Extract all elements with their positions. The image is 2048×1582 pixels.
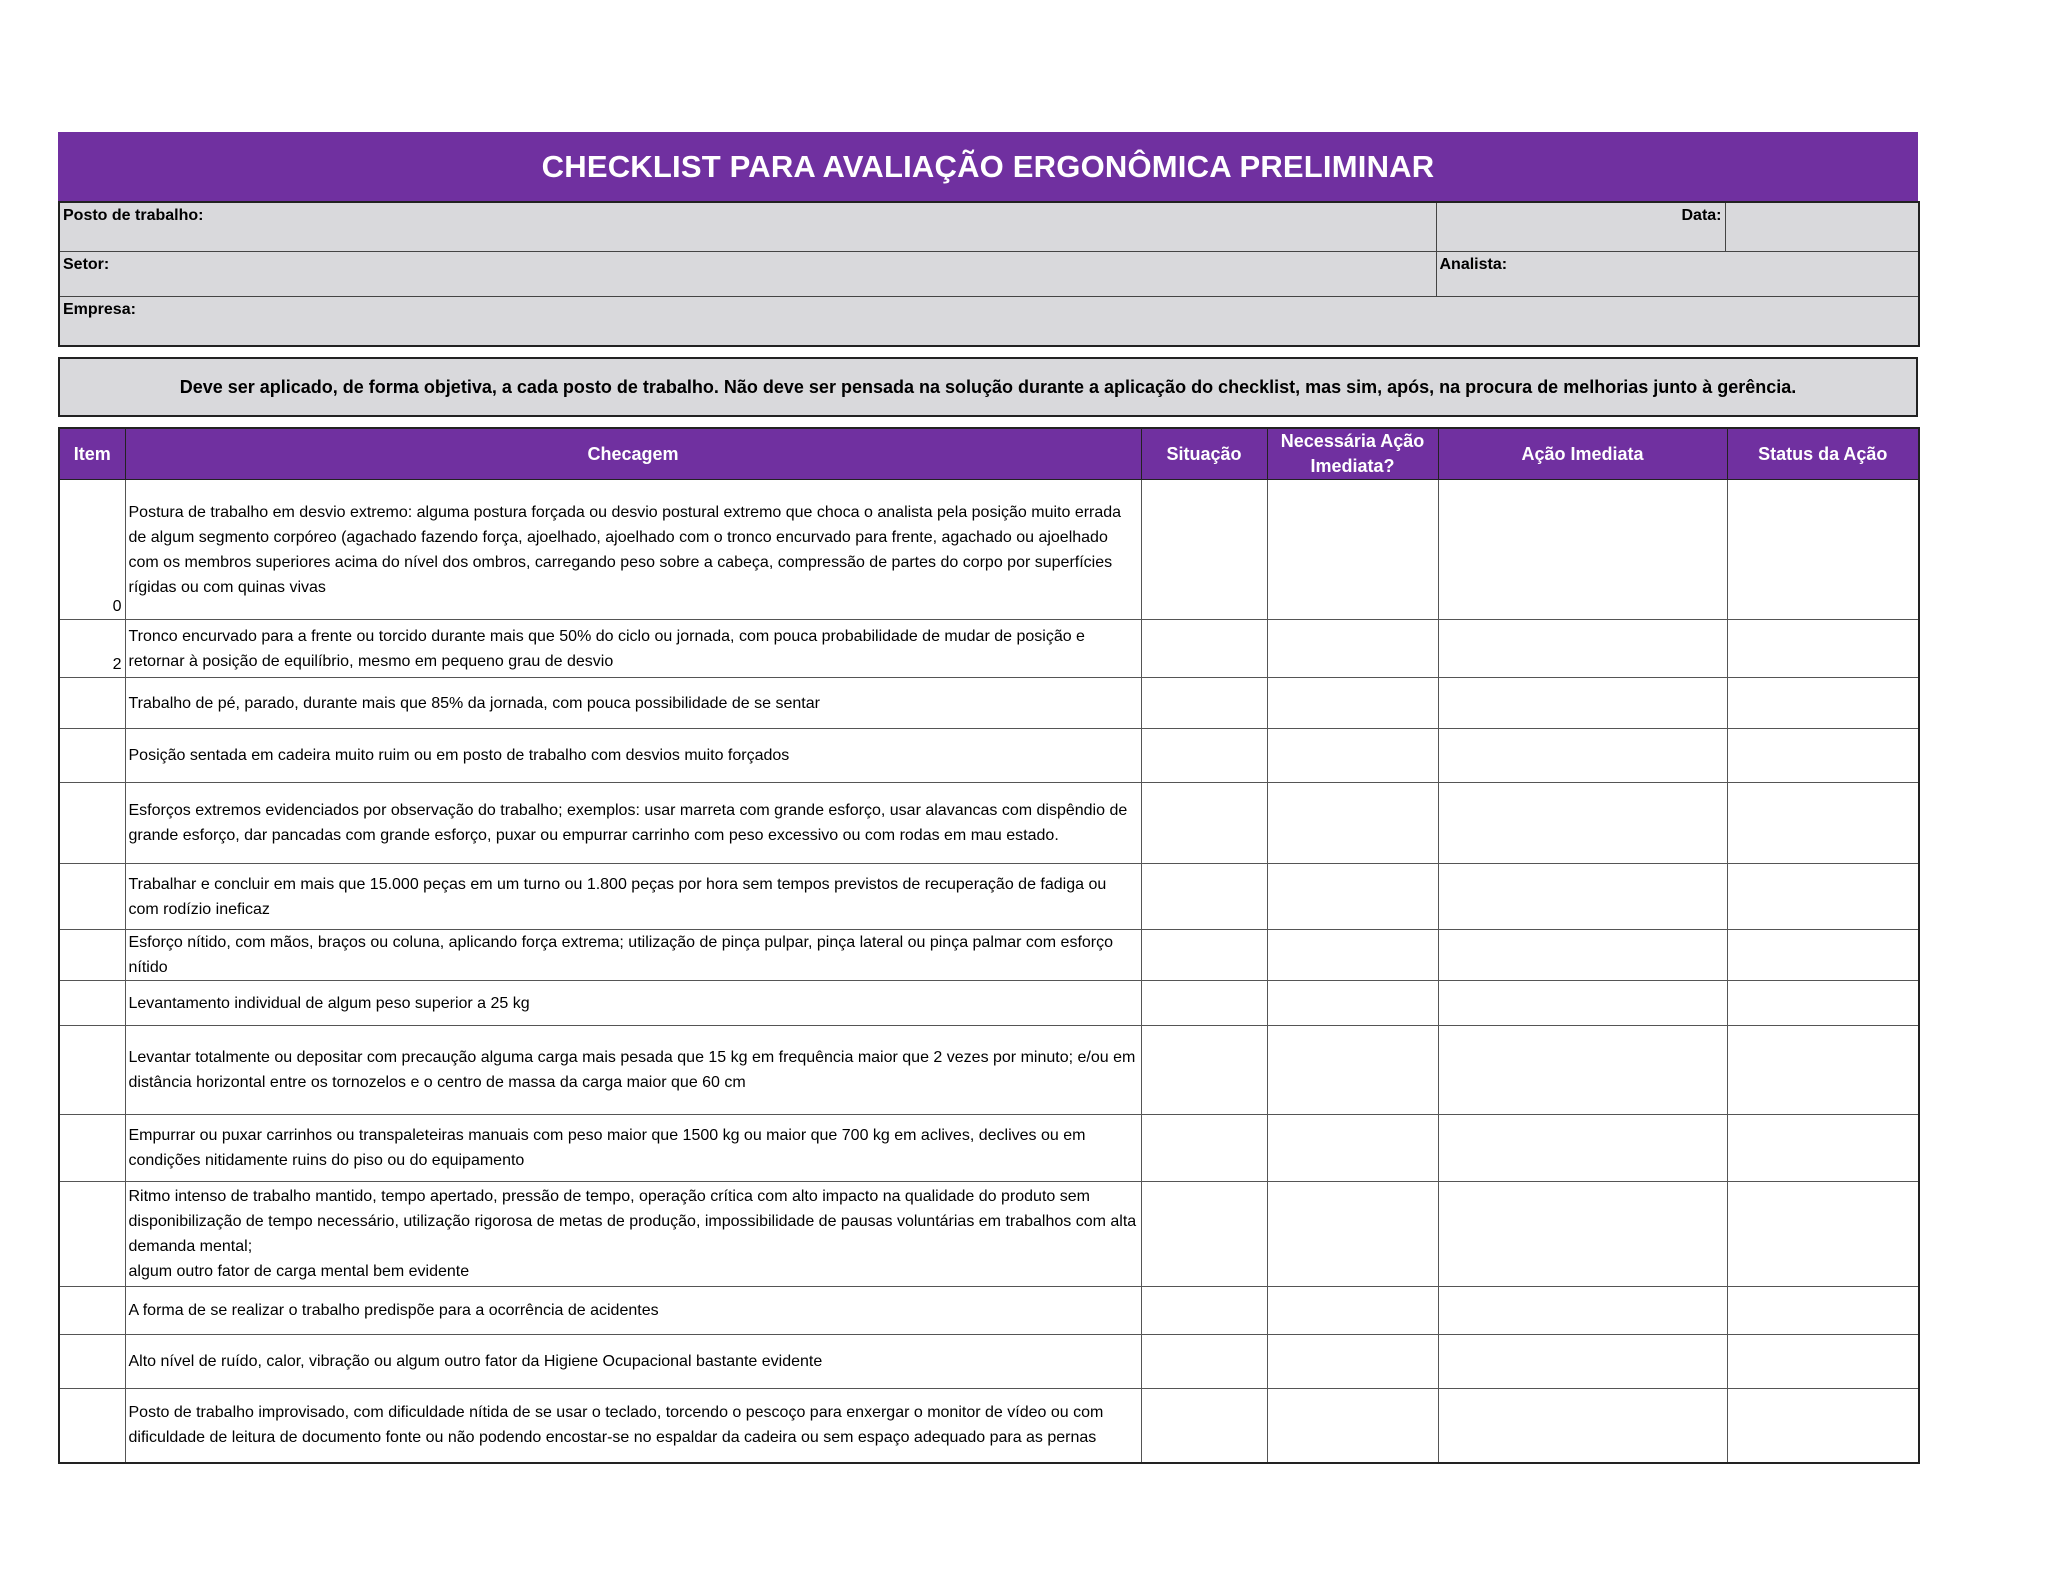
acao-cell[interactable] (1438, 1115, 1727, 1182)
col-checagem: Checagem (125, 428, 1141, 480)
table-row (59, 783, 1919, 864)
item-cell[interactable] (59, 864, 125, 930)
checagem-cell: Postura de trabalho em desvio extremo: alguma postura forçada ou desvio postural extremo que choca o analista pela posição muito errada de algum segmento corpóreo (agachado fazendo força, ajoelhado, ajoelhado com o tronco encurvado para frente, agachado ou ajoelhado com os membros superiores acima do nível dos ombros, carregando peso sobre a cabeça, compressão de partes do corpo por superfícies rígidas ou com quinas vivas (125, 480, 1141, 620)
item-cell[interactable]: 2 (59, 620, 125, 678)
necessaria-cell[interactable] (1267, 1182, 1438, 1287)
necessaria-cell[interactable] (1267, 1389, 1438, 1463)
situacao-cell[interactable] (1141, 1389, 1267, 1463)
status-cell[interactable] (1727, 620, 1919, 678)
col-acao-imediata: Ação Imediata (1438, 428, 1727, 480)
checagem-cell: Alto nível de ruído, calor, vibração ou algum outro fator da Higiene Ocupacional bastante evidente (125, 1335, 1141, 1389)
checagem-cell: Empurrar ou puxar carrinhos ou transpaleteiras manuais com peso maior que 1500 kg ou maior que 700 kg em aclives, declives ou em condições nitidamente ruins do piso ou do equipamento (125, 1115, 1141, 1182)
table-row (59, 729, 1919, 783)
acao-cell[interactable] (1438, 981, 1727, 1026)
data-field[interactable] (1725, 202, 1919, 252)
instruction-notice: Deve ser aplicado, de forma objetiva, a cada posto de trabalho. Não deve ser pensada na solução durante a aplicação do checklist, mas sim, após, na procura de melhorias junto à gerência. (58, 357, 1918, 417)
checagem-cell: Posto de trabalho improvisado, com dificuldade nítida de se usar o teclado, torcendo o pescoço para enxergar o monitor de vídeo ou com dificuldade de leitura de documento fonte ou não podendo encostar-se no espaldar da cadeira ou sem espaço adequado para as pernas (125, 1389, 1141, 1463)
item-cell[interactable] (59, 1389, 125, 1463)
col-necessaria: Necessária Ação Imediata? (1267, 428, 1438, 480)
necessaria-cell[interactable] (1267, 729, 1438, 783)
necessaria-cell[interactable] (1267, 783, 1438, 864)
status-cell[interactable] (1727, 1026, 1919, 1115)
posto-label[interactable]: Posto de trabalho: (59, 202, 1436, 252)
situacao-cell[interactable] (1141, 864, 1267, 930)
status-cell[interactable] (1727, 1115, 1919, 1182)
checagem-cell: Esforço nítido, com mãos, braços ou coluna, aplicando força extrema; utilização de pinça pulpar, pinça lateral ou pinça palmar com esforço nítido (125, 930, 1141, 981)
col-item: Item (59, 428, 125, 480)
necessaria-cell[interactable] (1267, 620, 1438, 678)
item-cell[interactable] (59, 1287, 125, 1335)
item-cell[interactable] (59, 678, 125, 729)
col-status-acao: Status da Ação (1727, 428, 1919, 480)
checagem-cell: Levantamento individual de algum peso superior a 25 kg (125, 981, 1141, 1026)
acao-cell[interactable] (1438, 480, 1727, 620)
acao-cell[interactable] (1438, 864, 1727, 930)
status-cell[interactable] (1727, 783, 1919, 864)
situacao-cell[interactable] (1141, 1182, 1267, 1287)
checagem-cell: Ritmo intenso de trabalho mantido, tempo apertado, pressão de tempo, operação crítica com alto impacto na qualidade do produto sem disponibilização de tempo necessário, utilização rigorosa de metas de produção, impossibilidade de pausas voluntárias em trabalhos com alta demanda mental; algum outro fator de carga mental bem evidente (125, 1182, 1141, 1287)
table-row (59, 480, 1919, 620)
situacao-cell[interactable] (1141, 783, 1267, 864)
acao-cell[interactable] (1438, 678, 1727, 729)
acao-cell[interactable] (1438, 1026, 1727, 1115)
item-cell[interactable] (59, 1335, 125, 1389)
item-cell[interactable] (59, 783, 125, 864)
situacao-cell[interactable] (1141, 930, 1267, 981)
situacao-cell[interactable] (1141, 1335, 1267, 1389)
checagem-cell: Tronco encurvado para a frente ou torcido durante mais que 50% do ciclo ou jornada, com pouca probabilidade de mudar de posição e retornar à posição de equilíbrio, mesmo em pequeno grau de desvio (125, 620, 1141, 678)
table-row (59, 1115, 1919, 1182)
status-cell[interactable] (1727, 1287, 1919, 1335)
status-cell[interactable] (1727, 480, 1919, 620)
item-cell[interactable] (59, 1182, 125, 1287)
necessaria-cell[interactable] (1267, 1115, 1438, 1182)
situacao-cell[interactable] (1141, 678, 1267, 729)
acao-cell[interactable] (1438, 1335, 1727, 1389)
table-row (59, 1287, 1919, 1335)
situacao-cell[interactable] (1141, 620, 1267, 678)
status-cell[interactable] (1727, 1182, 1919, 1287)
table-row (59, 1026, 1919, 1115)
necessaria-cell[interactable] (1267, 678, 1438, 729)
necessaria-cell[interactable] (1267, 930, 1438, 981)
acao-cell[interactable] (1438, 1182, 1727, 1287)
acao-cell[interactable] (1438, 930, 1727, 981)
empresa-label[interactable]: Empresa: (59, 297, 1919, 347)
necessaria-cell[interactable] (1267, 1026, 1438, 1115)
necessaria-cell[interactable] (1267, 480, 1438, 620)
checagem-cell: Posição sentada em cadeira muito ruim ou em posto de trabalho com desvios muito forçados (125, 729, 1141, 783)
situacao-cell[interactable] (1141, 1026, 1267, 1115)
checagem-cell: Trabalhar e concluir em mais que 15.000 peças em um turno ou 1.800 peças por hora sem tempos previstos de recuperação de fadiga ou com rodízio ineficaz (125, 864, 1141, 930)
status-cell[interactable] (1727, 930, 1919, 981)
page-title: CHECKLIST PARA AVALIAÇÃO ERGONÔMICA PRELIMINAR (58, 132, 1918, 201)
setor-label[interactable]: Setor: (59, 252, 1436, 297)
table-row (59, 620, 1919, 678)
status-cell[interactable] (1727, 729, 1919, 783)
necessaria-cell[interactable] (1267, 1287, 1438, 1335)
acao-cell[interactable] (1438, 783, 1727, 864)
col-situacao: Situação (1141, 428, 1267, 480)
table-row (59, 981, 1919, 1026)
necessaria-cell[interactable] (1267, 981, 1438, 1026)
item-cell[interactable] (59, 930, 125, 981)
status-cell[interactable] (1727, 1389, 1919, 1463)
checagem-cell: Levantar totalmente ou depositar com precaução alguma carga mais pesada que 15 kg em frequência maior que 2 vezes por minuto; e/ou em distância horizontal entre os tornozelos e o centro de massa da carga maior que 60 cm (125, 1026, 1141, 1115)
acao-cell[interactable] (1438, 1389, 1727, 1463)
checagem-cell: Esforços extremos evidenciados por observação do trabalho; exemplos: usar marreta com grande esforço, usar alavancas com dispêndio de grande esforço, dar pancadas com grande esforço, puxar ou empurrar carrinho com peso excessivo ou com rodas em mau estado. (125, 783, 1141, 864)
situacao-cell[interactable] (1141, 729, 1267, 783)
checagem-cell: A forma de se realizar o trabalho predispõe para a ocorrência de acidentes (125, 1287, 1141, 1335)
necessaria-cell[interactable] (1267, 864, 1438, 930)
item-cell[interactable] (59, 729, 125, 783)
item-cell[interactable] (59, 981, 125, 1026)
status-cell[interactable] (1727, 678, 1919, 729)
analista-label[interactable]: Analista: (1436, 252, 1919, 297)
acao-cell[interactable] (1438, 1287, 1727, 1335)
table-row (59, 930, 1919, 981)
table-row (59, 1335, 1919, 1389)
table-row (59, 1389, 1919, 1463)
status-cell[interactable] (1727, 864, 1919, 930)
acao-cell[interactable] (1438, 620, 1727, 678)
item-cell[interactable] (59, 1115, 125, 1182)
acao-cell[interactable] (1438, 729, 1727, 783)
table-row (59, 864, 1919, 930)
situacao-cell[interactable] (1141, 981, 1267, 1026)
table-row (59, 678, 1919, 729)
status-cell[interactable] (1727, 981, 1919, 1026)
data-label: Data: (1436, 202, 1725, 252)
situacao-cell[interactable] (1141, 1115, 1267, 1182)
situacao-cell[interactable] (1141, 1287, 1267, 1335)
necessaria-cell[interactable] (1267, 1335, 1438, 1389)
item-cell[interactable]: 0 (59, 480, 125, 620)
info-table (58, 201, 1920, 347)
status-cell[interactable] (1727, 1335, 1919, 1389)
checklist-table (58, 427, 1920, 1464)
item-cell[interactable] (59, 1026, 125, 1115)
table-row (59, 1182, 1919, 1287)
checagem-cell: Trabalho de pé, parado, durante mais que 85% da jornada, com pouca possibilidade de se sentar (125, 678, 1141, 729)
header-row (59, 428, 1919, 480)
situacao-cell[interactable] (1141, 480, 1267, 620)
checklist-sheet (58, 132, 1918, 1464)
